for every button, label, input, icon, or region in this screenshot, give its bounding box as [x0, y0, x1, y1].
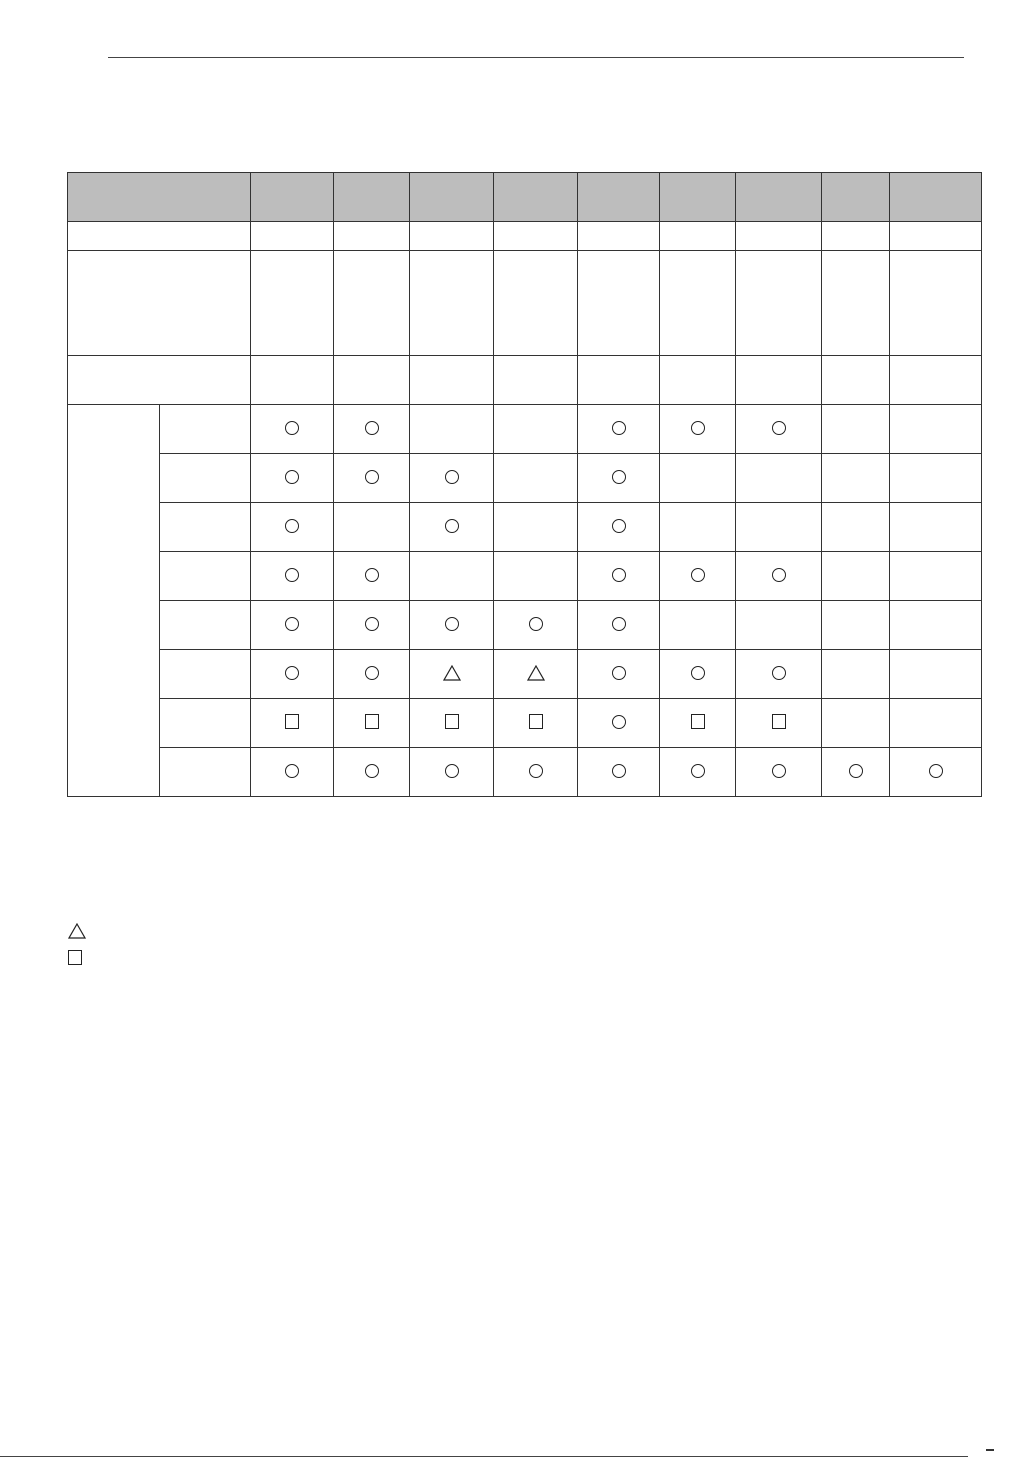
table-cell [578, 699, 660, 748]
table-cell [410, 405, 494, 454]
circle-symbol-icon [612, 568, 626, 582]
header-corner-cell [68, 173, 251, 222]
row-label [160, 748, 251, 797]
circle-symbol-icon [612, 617, 626, 631]
table-cell [494, 251, 578, 356]
table-cell [494, 650, 578, 699]
table-cell [890, 356, 982, 405]
circle-symbol-icon [285, 470, 299, 484]
table-cell [494, 503, 578, 552]
table-cell [410, 552, 494, 601]
table-cell [410, 699, 494, 748]
table-cell [494, 699, 578, 748]
circle-symbol-icon [772, 764, 786, 778]
table-cell [410, 454, 494, 503]
row-label [160, 405, 251, 454]
table-row [68, 405, 982, 454]
circle-symbol-icon [529, 617, 543, 631]
table-cell [251, 699, 334, 748]
table-cell [494, 405, 578, 454]
circle-symbol-icon [365, 617, 379, 631]
table-cell [890, 454, 982, 503]
row-label [68, 222, 251, 251]
circle-symbol-icon [285, 519, 299, 533]
table-cell [890, 251, 982, 356]
table-cell [334, 748, 410, 797]
table-cell [578, 601, 660, 650]
table-cell [410, 748, 494, 797]
table-cell [494, 454, 578, 503]
square-symbol-icon [365, 714, 379, 729]
table-cell [578, 222, 660, 251]
table-cell [736, 454, 822, 503]
table-cell [736, 405, 822, 454]
table-cell [890, 601, 982, 650]
triangle-symbol-icon [68, 923, 86, 939]
table-cell [736, 601, 822, 650]
table-cell [660, 251, 736, 356]
table-cell [890, 222, 982, 251]
table-cell [822, 503, 890, 552]
table-cell [578, 552, 660, 601]
column-header [578, 173, 660, 222]
table-cell [251, 454, 334, 503]
table-cell [410, 650, 494, 699]
triangle-symbol-icon [443, 665, 461, 681]
table-cell [494, 222, 578, 251]
circle-symbol-icon [691, 568, 705, 582]
table-cell [251, 356, 334, 405]
table-cell [890, 699, 982, 748]
row-label [160, 503, 251, 552]
table-row [68, 699, 982, 748]
table-cell [251, 650, 334, 699]
circle-symbol-icon [691, 764, 705, 778]
table-cell [890, 503, 982, 552]
row-label [160, 601, 251, 650]
table-cell [822, 552, 890, 601]
table-row [68, 552, 982, 601]
table-cell [410, 222, 494, 251]
table-cell [822, 405, 890, 454]
table-cell [334, 356, 410, 405]
table-cell [251, 503, 334, 552]
table-cell [660, 405, 736, 454]
page-mark [986, 1449, 994, 1451]
table-cell [334, 405, 410, 454]
table-row [68, 748, 982, 797]
table-cell [736, 699, 822, 748]
table-cell [334, 251, 410, 356]
header-rule [108, 57, 964, 58]
legend-item [68, 950, 88, 966]
square-symbol-icon [772, 714, 786, 729]
table-cell [578, 454, 660, 503]
table-row [68, 222, 982, 251]
table-cell [660, 601, 736, 650]
group-label-cell [68, 405, 160, 797]
circle-symbol-icon [365, 470, 379, 484]
table-cell [660, 552, 736, 601]
row-label [68, 251, 251, 356]
table-cell [251, 222, 334, 251]
table-cell [578, 405, 660, 454]
circle-symbol-icon [365, 666, 379, 680]
column-header [660, 173, 736, 222]
circle-symbol-icon [445, 519, 459, 533]
table-cell [822, 601, 890, 650]
circle-symbol-icon [445, 617, 459, 631]
circle-symbol-icon [285, 568, 299, 582]
row-label [160, 650, 251, 699]
table-row [68, 650, 982, 699]
table-cell [822, 356, 890, 405]
row-label [160, 454, 251, 503]
table-cell [890, 405, 982, 454]
circle-symbol-icon [285, 617, 299, 631]
table-cell [660, 748, 736, 797]
square-symbol-icon [691, 714, 705, 729]
circle-symbol-icon [365, 568, 379, 582]
square-symbol-icon [529, 714, 543, 729]
table-cell [736, 650, 822, 699]
circle-symbol-icon [612, 470, 626, 484]
circle-symbol-icon [612, 666, 626, 680]
circle-symbol-icon [849, 764, 863, 778]
table-row [68, 356, 982, 405]
table-cell [578, 356, 660, 405]
circle-symbol-icon [772, 568, 786, 582]
table-cell [251, 552, 334, 601]
circle-symbol-icon [445, 470, 459, 484]
table-row [68, 454, 982, 503]
circle-symbol-icon [365, 421, 379, 435]
compatibility-table [67, 172, 982, 797]
circle-symbol-icon [612, 421, 626, 435]
table-cell [334, 552, 410, 601]
table-cell [494, 356, 578, 405]
table-cell [660, 356, 736, 405]
table-cell [890, 748, 982, 797]
table-cell [660, 454, 736, 503]
row-label [160, 552, 251, 601]
circle-symbol-icon [772, 666, 786, 680]
table-cell [822, 454, 890, 503]
table-cell [334, 699, 410, 748]
circle-symbol-icon [929, 764, 943, 778]
row-label [68, 356, 251, 405]
column-header [251, 173, 334, 222]
table-cell [334, 454, 410, 503]
table-cell [334, 503, 410, 552]
table-row [68, 251, 982, 356]
table-cell [410, 356, 494, 405]
table-cell [251, 601, 334, 650]
table-cell [578, 748, 660, 797]
footer-rule [0, 1456, 968, 1457]
table-cell [251, 251, 334, 356]
column-header [334, 173, 410, 222]
table-cell [736, 552, 822, 601]
square-symbol-icon [285, 714, 299, 729]
table-cell [660, 222, 736, 251]
circle-symbol-icon [612, 764, 626, 778]
table-cell [660, 699, 736, 748]
circle-symbol-icon [445, 764, 459, 778]
header-row [68, 173, 982, 222]
table-cell [822, 699, 890, 748]
table-cell [334, 601, 410, 650]
table-cell [410, 601, 494, 650]
square-symbol-icon [445, 714, 459, 729]
column-header [494, 173, 578, 222]
circle-symbol-icon [612, 519, 626, 533]
circle-symbol-icon [612, 715, 626, 729]
table-cell [578, 251, 660, 356]
table-cell [578, 650, 660, 699]
row-label [160, 699, 251, 748]
table-cell [251, 748, 334, 797]
table-cell [660, 503, 736, 552]
circle-symbol-icon [285, 421, 299, 435]
table-cell [736, 251, 822, 356]
table-cell [494, 601, 578, 650]
table-cell [890, 650, 982, 699]
circle-symbol-icon [285, 666, 299, 680]
circle-symbol-icon [772, 421, 786, 435]
table-row [68, 503, 982, 552]
table-cell [494, 552, 578, 601]
table-cell [736, 356, 822, 405]
table-row [68, 601, 982, 650]
circle-symbol-icon [529, 764, 543, 778]
column-header [410, 173, 494, 222]
column-header [822, 173, 890, 222]
legend-item [68, 923, 88, 939]
circle-symbol-icon [691, 666, 705, 680]
table-cell [822, 650, 890, 699]
table-cell [334, 222, 410, 251]
table-cell [822, 748, 890, 797]
table-cell [410, 503, 494, 552]
triangle-symbol-icon [527, 665, 545, 681]
table-cell [660, 650, 736, 699]
table-cell [822, 251, 890, 356]
table-cell [410, 251, 494, 356]
circle-symbol-icon [691, 421, 705, 435]
circle-symbol-icon [365, 764, 379, 778]
table-cell [251, 405, 334, 454]
column-header [890, 173, 982, 222]
table-cell [736, 748, 822, 797]
column-header [736, 173, 822, 222]
square-symbol-icon [68, 950, 82, 965]
table-cell [890, 552, 982, 601]
table-cell [494, 748, 578, 797]
table-cell [736, 503, 822, 552]
circle-symbol-icon [285, 764, 299, 778]
table-cell [736, 222, 822, 251]
table-cell [822, 222, 890, 251]
table-cell [334, 650, 410, 699]
table-cell [578, 503, 660, 552]
